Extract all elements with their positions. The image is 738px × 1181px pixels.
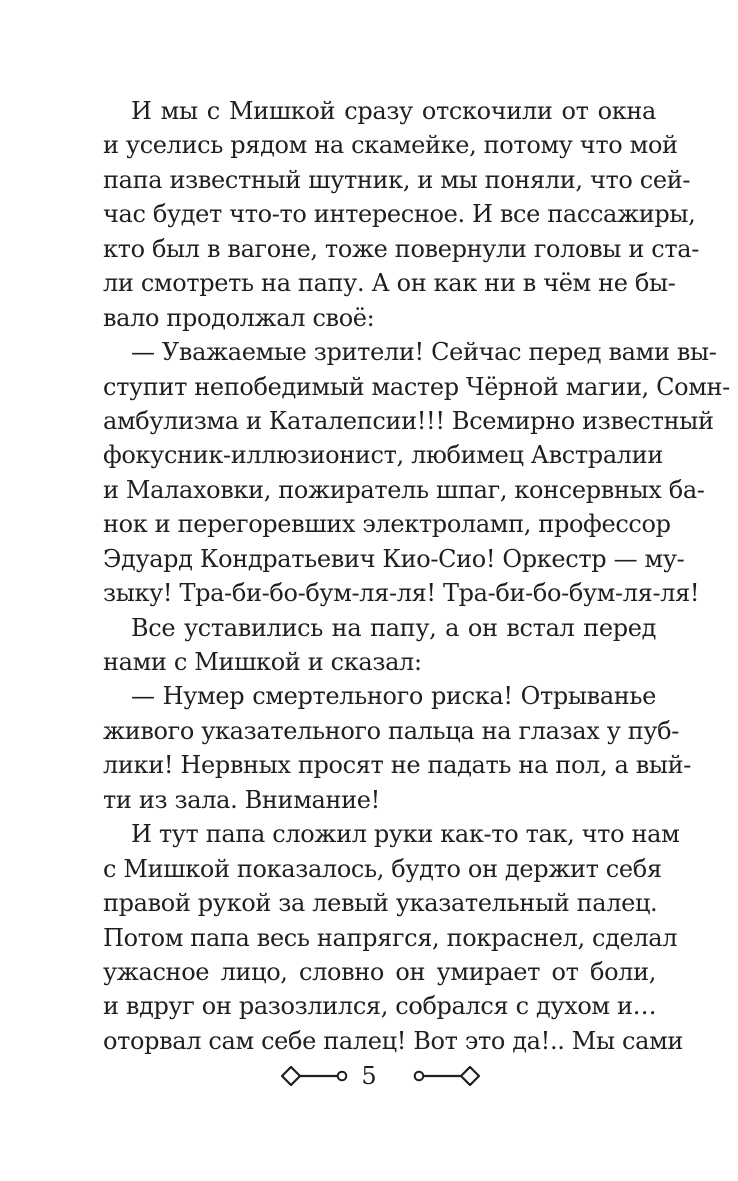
text-line: оторвал сам себе палец! Вот это да!.. Мы сами	[103, 1026, 684, 1055]
text-line: Эдуард Кондратьевич Кио-Сио! Оркестр — му-	[103, 544, 685, 573]
text-line: и уселись рядом на скамейке, потому что мой	[103, 131, 678, 160]
text-line: и вдруг он разозлился, собрался с духом и…	[103, 992, 657, 1021]
text-line: правой рукой за левый указательный палец.	[103, 889, 658, 918]
paragraph	[103, 335, 730, 611]
paragraph	[103, 611, 656, 680]
text-line: амбулизма и Каталепсии!!! Всемирно известный	[103, 406, 714, 435]
text-line: ти из зала. Внимание!	[103, 785, 380, 814]
text-line: фокусник-иллюзионист, любимец Австралии	[103, 441, 663, 470]
text-line: Все уставились на папу, а он встал перед	[131, 613, 656, 642]
text-line: ли смотреть на папу. А он как ни в чём не бы-	[103, 269, 676, 298]
text-line: папа известный шутник, и мы поняли, что сей-	[103, 165, 691, 194]
text-line: Потом папа весь напрягся, покраснел, сделал	[103, 923, 678, 952]
circle-line-diamond-ornament-icon	[410, 1066, 480, 1086]
text-line: вало продолжал своё:	[103, 303, 375, 332]
text-line: И тут папа сложил руки как-то так, что нам	[131, 820, 680, 849]
text-line: живого указательного пальца на глазах у пуб-	[103, 716, 680, 745]
diamond-line-circle-ornament-icon	[281, 1066, 351, 1086]
text-body	[103, 94, 730, 1058]
text-line: зыку! Тра-би-бо-бум-ля-ля! Тра-би-бо-бум-ля-ля!	[103, 579, 700, 608]
text-line: ужасное лицо, словно он умирает от боли,	[103, 957, 656, 986]
text-line: и Малаховки, пожиратель шпаг, консервных ба-	[103, 475, 705, 504]
text-line: — Нумер смертельного риска! Отрыванье	[131, 682, 656, 711]
paragraph	[103, 94, 699, 335]
paragraph	[103, 679, 692, 817]
text-line: И мы с Мишкой сразу отскочили от окна	[131, 97, 656, 125]
paragraph	[103, 817, 684, 1058]
page-number: 5	[361, 1062, 377, 1090]
page-folio	[0, 1056, 738, 1100]
text-line: — Уважаемые зрители! Сейчас перед вами вы-	[131, 338, 717, 367]
text-line: нами с Мишкой и сказал:	[103, 648, 422, 676]
text-line: лики! Нервных просят не падать на пол, а вый-	[103, 751, 692, 780]
text-line: с Мишкой показалось, будто он держит себя	[103, 854, 662, 883]
text-line: час будет что-то интересное. И все пассажиры,	[103, 200, 696, 229]
text-line: кто был в вагоне, тоже повернули головы и ста-	[103, 234, 699, 263]
text-line: ступит непобедимый мастер Чёрной магии, Сомн-	[103, 372, 730, 401]
text-line: нок и перегоревших электроламп, профессор	[103, 510, 671, 539]
